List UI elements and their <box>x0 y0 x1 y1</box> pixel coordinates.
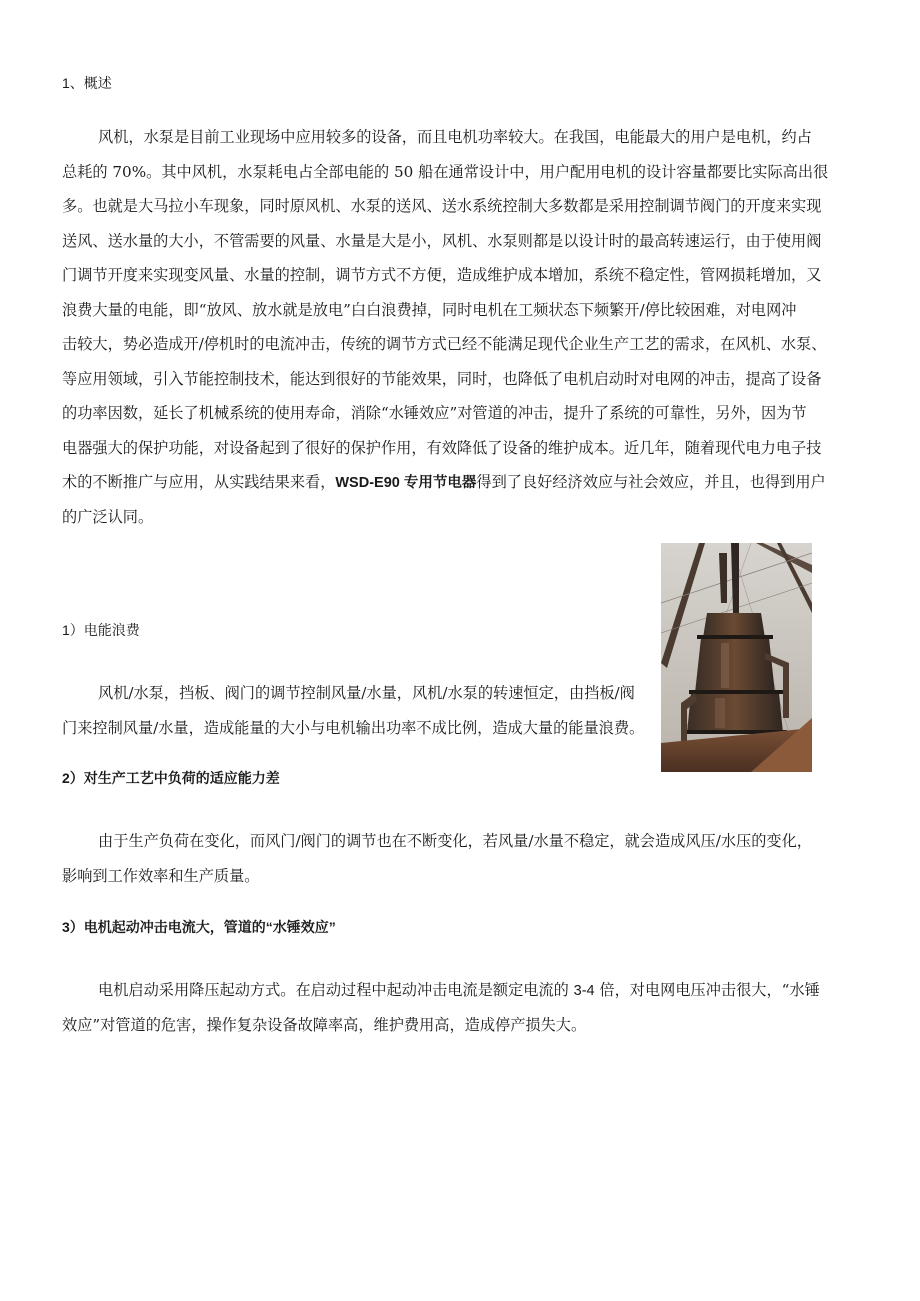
section-4-heading: 3）电机起动冲击电流大，管道的“水锤效应” <box>62 919 336 935</box>
multiplier-value: 3-4 <box>573 983 595 999</box>
paragraph-line: 风机/水泵，挡板、阀门的调节控制风量/水量，风机/水泵的转速恒定，由挡板/阀 <box>98 684 635 702</box>
paragraph-line: 的功率因数，延长了机械系统的使用寿命，消除“水锤效应”对管道的冲击，提升了系统的可靠性，另外，因为节 <box>62 404 807 422</box>
section-1-paragraph <box>62 120 828 534</box>
paragraph-line <box>62 465 828 500</box>
line-text: 倍，对电网电压冲击很大，“水锤 <box>594 981 820 999</box>
paragraph-line: 效应”对管道的危害，操作复杂设备故障率高，维护费用高，造成停产损失大。 <box>62 1015 587 1034</box>
section-4-paragraph <box>62 973 820 1042</box>
line-text: 得到了良好经济效应与社会效应，并且，也得到用户 <box>476 473 826 491</box>
paragraph-line: 由于生产负荷在变化，而风门/阀门的调节也在不断变化，若风量/水量不稳定，就会造成风压/水压的变化， <box>98 832 812 850</box>
section-1-heading: 1、概述 <box>62 75 112 91</box>
paragraph-line: 总耗的 70%。其中风机，水泵耗电占全部电能的 50 船在通常设计中，用户配用电机的设计容量都要比实际高出很 <box>62 162 829 181</box>
blast-furnace-photo <box>661 543 812 772</box>
paragraph-line: 击较大，势必造成开/停机时的电流冲击，传统的调节方式已经不能满足现代企业生产工艺的需求，在风机、水泵、 <box>62 335 827 353</box>
paragraph-line <box>62 973 820 1008</box>
line-text: 电机启动采用降压起动方式。在启动过程中起动冲击电流是额定电流的 <box>98 981 574 999</box>
section-3-heading: 2）对生产工艺中负荷的适应能力差 <box>62 770 280 786</box>
line-text: 术的不断推广与应用，从实践结果来看， <box>62 473 336 491</box>
paragraph-line: 送风、送水量的大小，不管需要的风量、水量是大是小，风机、水泵则都是以设计时的最高转速运行，由于使用阀 <box>62 231 822 250</box>
paragraph-line: 门调节开度来实现变风量、水量的控制，调节方式不方便，造成维护成本增加，系统不稳定性，管网损耗增加，又 <box>62 266 822 284</box>
blast-furnace-icon <box>661 543 812 772</box>
paragraph-line: 浪费大量的电能，即“放风、放水就是放电”白白浪费掉，同时电机在工频状态下频繁开/停比较困难，对电网冲 <box>62 300 797 319</box>
product-name: WSD-E90 专用节电器 <box>335 475 477 491</box>
paragraph-line: 风机，水泵是目前工业现场中应用较多的设备，而且电机功率较大。在我国，电能最大的用户是电机，约占 <box>98 128 812 146</box>
paragraph-line: 门来控制风量/水量，造成能量的大小与电机输出功率不成比例，造成大量的能量浪费。 <box>62 718 645 737</box>
section-3-paragraph <box>62 824 812 893</box>
paragraph-line: 多。也就是大马拉小车现象，同时原风机、水泵的送风、送水系统控制大多数都是采用控制调节阀门的开度来实现 <box>62 197 822 215</box>
section-2-heading: 1）电能浪费 <box>62 622 140 638</box>
paragraph-line: 影响到工作效率和生产质量。 <box>62 866 260 885</box>
paragraph-line: 等应用领域，引入节能控制技术，能达到很好的节能效果，同时，也降低了电机启动时对电网的冲击，提高了设备 <box>62 369 822 388</box>
paragraph-line: 的广泛认同。 <box>62 507 154 526</box>
section-2-paragraph <box>62 676 644 745</box>
paragraph-line: 电器强大的保护功能，对设备起到了很好的保护作用，有效降低了设备的维护成本。近几年，随着现代电力电子技 <box>62 438 822 457</box>
